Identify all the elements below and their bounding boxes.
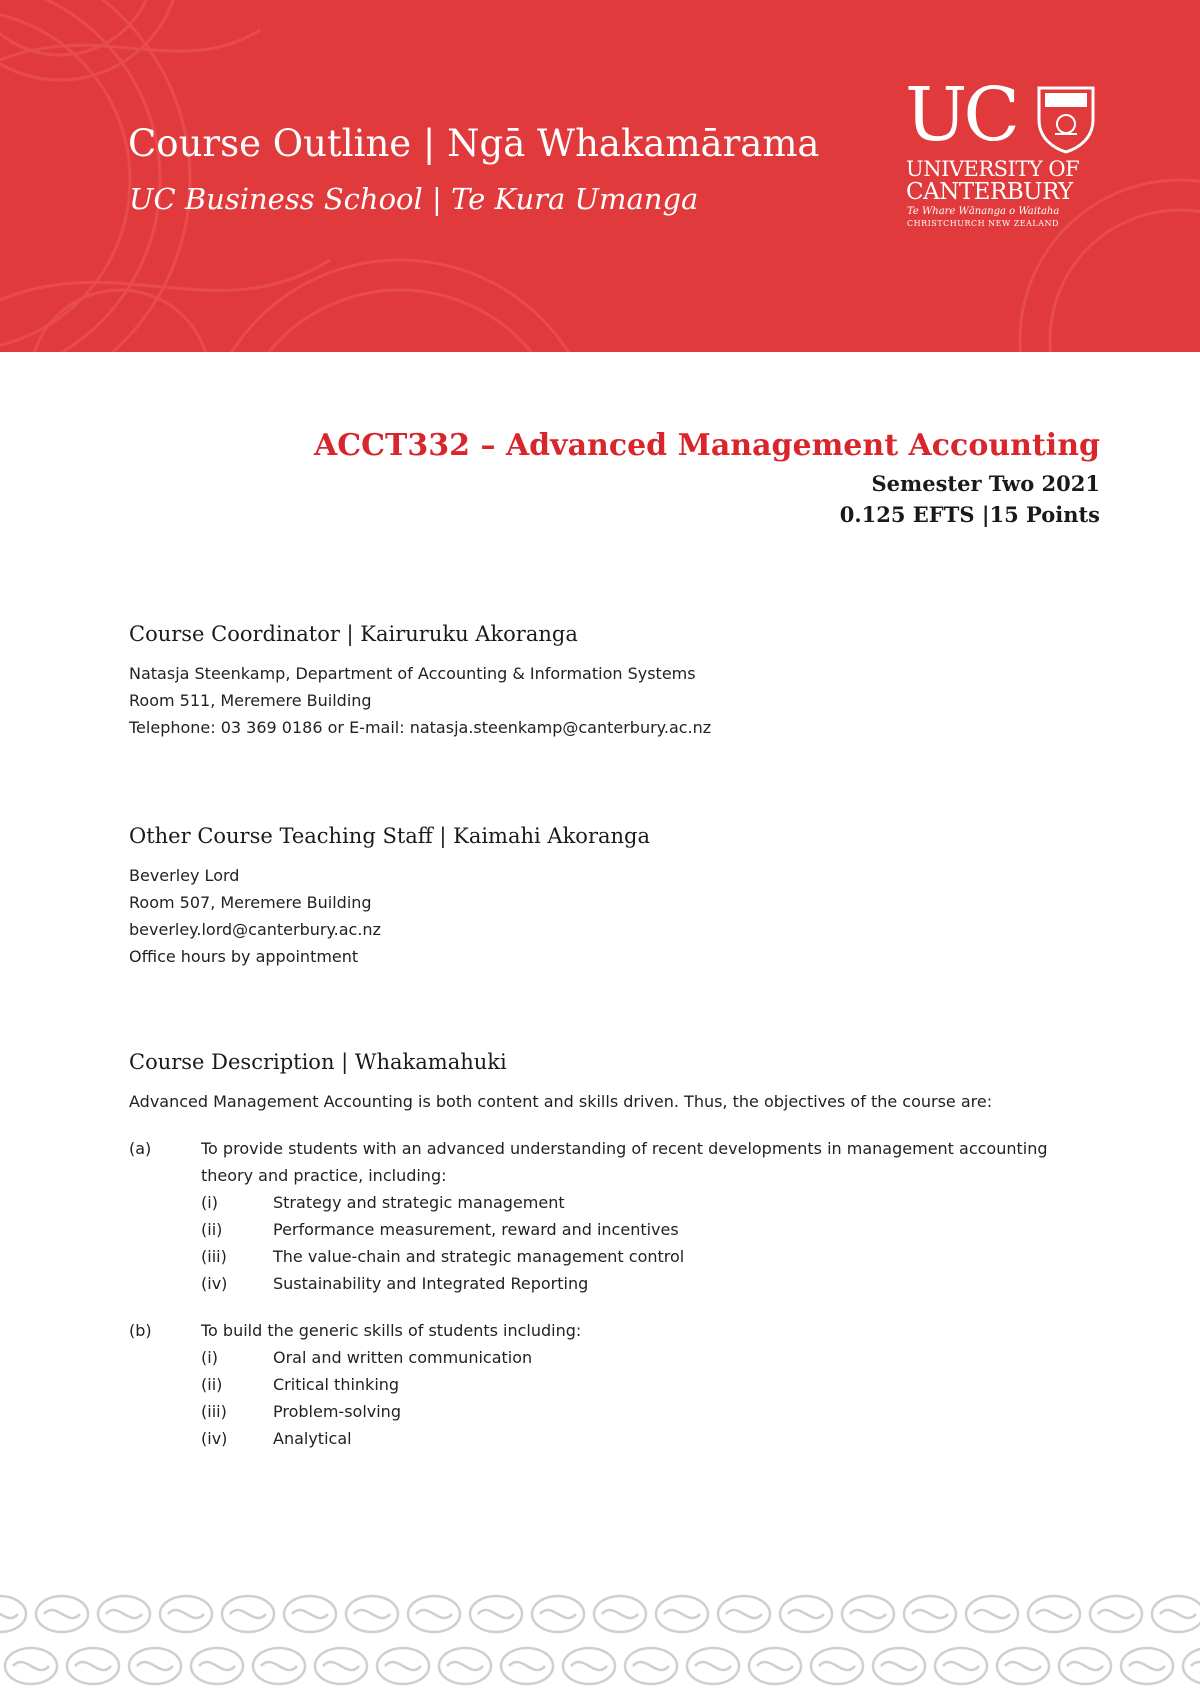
objective-text: To provide students with an advanced understanding of recent developments in management accounting theory and practice, including:: [201, 1139, 1048, 1185]
teaching-staff-heading: Other Course Teaching Staff | Kaimahi Akoranga: [129, 824, 650, 848]
sub-item-marker: (iv): [201, 1429, 228, 1448]
course-description-section: [129, 1050, 1101, 1452]
crest-icon: [1035, 84, 1097, 154]
coordinator-name-line: Natasja Steenkamp, Department of Accounting & Information Systems: [129, 664, 696, 683]
course-description-intro: Advanced Management Accounting is both content and skills driven. Thus, the objectives of the course are:: [129, 1092, 993, 1111]
coordinator-section: [129, 622, 711, 741]
sub-item-marker: (ii): [201, 1220, 223, 1239]
sub-item-marker: (iii): [201, 1247, 227, 1266]
sub-item: [201, 1270, 1101, 1297]
sub-item-text: The value-chain and strategic management control: [273, 1247, 685, 1266]
header-band: [0, 0, 1200, 352]
sub-item-text: Sustainability and Integrated Reporting: [273, 1274, 589, 1293]
sub-item-marker: (i): [201, 1193, 218, 1212]
staff-email-line: beverley.lord@canterbury.ac.nz: [129, 920, 381, 939]
logo-name-line1: UNIVERSITY OF: [906, 157, 1080, 181]
sub-item: [201, 1344, 1101, 1371]
staff-hours-line: Office hours by appointment: [129, 947, 359, 966]
logo-letters: UC: [905, 72, 1016, 158]
sub-item: [201, 1371, 1101, 1398]
course-semester: Semester Two 2021: [871, 471, 1100, 496]
sub-item-marker: (i): [201, 1348, 218, 1367]
outline-subtitle: UC Business School | Te Kura Umanga: [129, 182, 699, 216]
university-logo: [905, 72, 1105, 234]
objective-marker: (b): [129, 1321, 152, 1340]
sub-item-text: Problem-solving: [273, 1402, 401, 1421]
course-title: ACCT332 – Advanced Management Accounting: [314, 428, 1100, 463]
sub-item: [201, 1189, 1101, 1216]
objective-item: [129, 1135, 1101, 1297]
sub-item-text: Performance measurement, reward and incentives: [273, 1220, 679, 1239]
course-description-heading: Course Description | Whakamahuki: [129, 1050, 507, 1074]
objective-marker: (a): [129, 1139, 152, 1158]
logo-place: CHRISTCHURCH NEW ZEALAND: [907, 219, 1059, 228]
footer-decorative-pattern: [0, 1588, 1200, 1696]
sub-item-text: Critical thinking: [273, 1375, 400, 1394]
staff-room-line: Room 507, Meremere Building: [129, 893, 372, 912]
coordinator-room-line: Room 511, Meremere Building: [129, 691, 372, 710]
sub-item-text: Oral and written communication: [273, 1348, 533, 1367]
coordinator-contact-line: Telephone: 03 369 0186 or E-mail: natasja.steenkamp@canterbury.ac.nz: [129, 718, 712, 737]
course-points: 0.125 EFTS |15 Points: [839, 502, 1100, 527]
sub-item-marker: (iv): [201, 1274, 228, 1293]
objective-item: [129, 1317, 1101, 1452]
sub-item: [201, 1216, 1101, 1243]
sub-item-marker: (iii): [201, 1402, 227, 1421]
objective-text: To build the generic skills of students including:: [201, 1321, 582, 1340]
outline-title: Course Outline | Ngā Whakamārama: [128, 122, 820, 165]
sub-item-text: Analytical: [273, 1429, 352, 1448]
staff-name-line: Beverley Lord: [129, 866, 240, 885]
coordinator-heading: Course Coordinator | Kairuruku Akoranga: [129, 622, 578, 646]
course-heading-block: [314, 428, 1100, 527]
logo-motto: Te Whare Wānanga o Waitaha: [907, 206, 1060, 217]
sub-item: [201, 1425, 1101, 1452]
sub-item-text: Strategy and strategic management: [273, 1193, 565, 1212]
teaching-staff-section: [129, 824, 650, 970]
logo-name-line2: CANTERBURY: [906, 179, 1073, 205]
sub-item: [201, 1243, 1101, 1270]
sub-item-marker: (ii): [201, 1375, 223, 1394]
sub-item: [201, 1398, 1101, 1425]
